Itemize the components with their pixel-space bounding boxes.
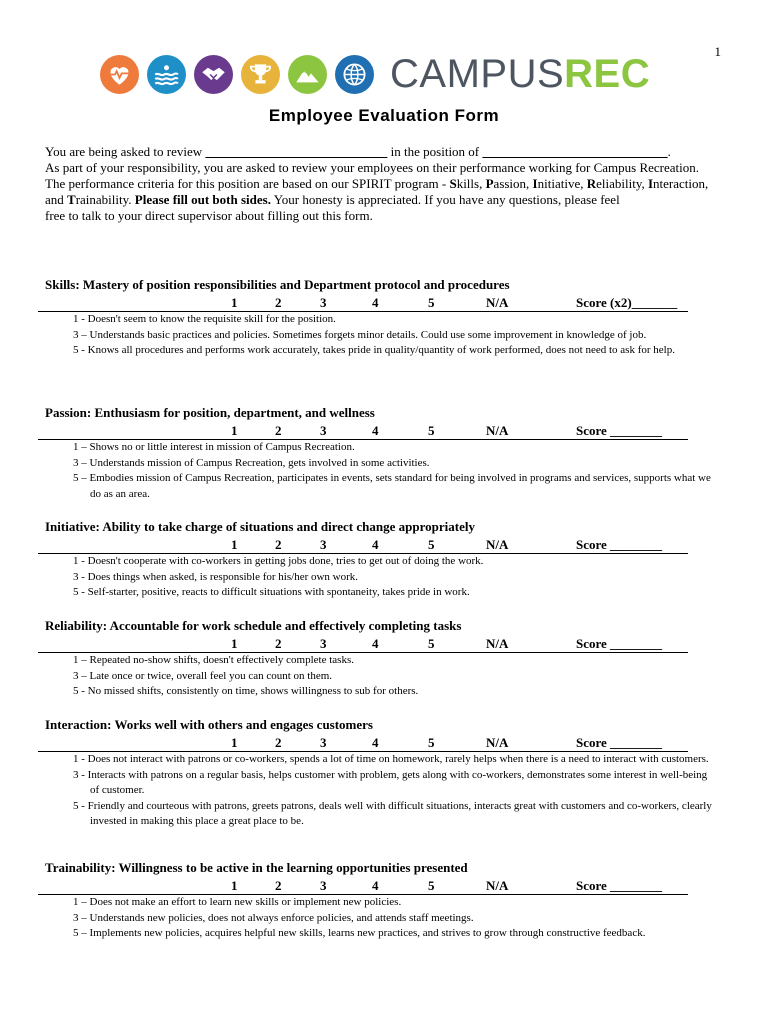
rating-5[interactable]: 5 [428,735,435,750]
criteria-item: 1 – Shows no or little interest in mission of Campus Recreation. [73,441,355,453]
rating-2[interactable]: 2 [275,878,282,893]
rating-scale[interactable] [38,876,688,895]
intro-text: nitiative, [537,176,587,191]
rating-2[interactable]: 2 [275,295,282,310]
section-trainability [45,859,695,942]
spirit-letter: T [67,192,76,207]
campus-rec-wordmark [390,54,650,94]
globe-icon [335,55,374,94]
position-blank[interactable] [482,144,667,159]
criteria-item: 5 - Knows all procedures and performs work accurately, takes pride in quality/quantity of work performed, does not need to ask for help. [73,344,675,356]
rating-3[interactable]: 3 [320,537,327,552]
intro-text: in the position of [387,144,483,159]
criteria-list [73,895,713,942]
rating-na[interactable]: N/A [486,636,509,651]
criteria-item: 5 - Self-starter, positive, reacts to difficult situations with spontaneity, takes pride in work. [73,586,470,598]
criteria-item: 1 - Doesn't cooperate with co-workers in getting jobs done, tries to get out of doing the work. [73,555,484,567]
criteria-item: 5 - Friendly and courteous with patrons, greets patrons, deals well with difficult situations, interacts great with customers and co-workers, clearly invested in making this place a great place to be. [73,799,712,827]
handshake-icon [194,55,233,94]
spirit-letter: P [485,176,494,191]
rating-3[interactable]: 3 [320,735,327,750]
rating-1[interactable]: 1 [231,878,238,893]
section-skills [45,276,695,359]
rating-4[interactable]: 4 [372,423,379,438]
intro-text: nteraction, and [45,176,709,207]
criteria-item: 3 – Late once or twice, overall feel you can count on them. [73,669,333,682]
campus-rec-logo [100,52,670,96]
section-title: Passion: Enthusiasm for position, department, and wellness [45,405,375,420]
score-field[interactable]: Score ________ [576,735,663,750]
criteria-list [73,312,713,359]
rating-na[interactable]: N/A [486,295,509,310]
section-title: Initiative: Ability to take charge of situations and direct change appropriately [45,519,475,534]
rating-2[interactable]: 2 [275,537,282,552]
score-field[interactable]: Score ________ [576,636,663,651]
criteria-list [73,752,713,830]
criteria-item: 1 – Repeated no-show shifts, doesn't effectively complete tasks. [73,654,354,666]
criteria-item: 1 – Does not make an effort to learn new skills or implement new policies. [73,896,402,908]
rating-4[interactable]: 4 [372,295,379,310]
rating-na[interactable]: N/A [486,878,509,893]
rating-4[interactable]: 4 [372,878,379,893]
criteria-item: 3 – Understands mission of Campus Recreation, gets involved in some activities. [73,456,430,469]
criteria-item: 3 – Understands basic practices and policies. Sometimes forgets minor details. Could use some improvement in knowledge of job. [73,328,647,341]
score-field[interactable]: Score (x2)_______ [576,295,678,310]
mountain-icon [288,55,327,94]
section-passion [45,404,711,502]
rating-1[interactable]: 1 [231,295,238,310]
spirit-letter: R [586,176,597,191]
page-number: 1 [714,44,721,59]
rating-5[interactable]: 5 [428,423,435,438]
wordmark-rec: REC [564,52,651,96]
criteria-item: 1 - Doesn't seem to know the requisite skill for the position. [73,313,336,325]
section-interaction [45,716,712,830]
rating-3[interactable]: 3 [320,636,327,651]
score-field[interactable]: Score ________ [576,878,663,893]
rating-2[interactable]: 2 [275,423,282,438]
rating-5[interactable]: 5 [428,636,435,651]
criteria-list [73,653,713,700]
section-title: Skills: Mastery of position responsibilities and Department protocol and procedures [45,277,510,292]
score-field[interactable]: Score ________ [576,423,663,438]
criteria-item: 3 - Does things when asked, is responsible for his/her own work. [73,570,359,583]
score-field[interactable]: Score ________ [576,537,663,552]
criteria-item: 5 – Implements new policies, acquires helpful new skills, learns new practices, and strives to grow through constructive feedback. [73,927,646,939]
rating-na[interactable]: N/A [486,735,509,750]
rating-na[interactable]: N/A [486,537,509,552]
intro-responsibility: As part of your responsibility, you are asked to review your employees on their performance working for Campus Recreation. [45,160,700,175]
section-initiative [45,518,695,601]
criteria-list [73,554,713,601]
rating-scale[interactable] [38,293,688,312]
spirit-letter: I [532,176,538,191]
rating-4[interactable]: 4 [372,537,379,552]
spirit-letter: I [647,176,654,191]
rating-scale[interactable] [38,733,688,752]
rating-1[interactable]: 1 [231,537,238,552]
criteria-item: 3 – Understands new policies, does not always enforce policies, and attends staff meetings. [73,911,474,924]
rating-5[interactable]: 5 [428,295,435,310]
section-reliability [45,617,695,700]
rating-1[interactable]: 1 [231,636,238,651]
rating-1[interactable]: 1 [231,735,238,750]
rating-scale[interactable] [38,634,688,653]
rating-na[interactable]: N/A [486,423,509,438]
intro-criteria [45,176,720,208]
employee-name-blank[interactable] [205,144,387,159]
wordmark-campus: CAMPUS [390,52,565,96]
criteria-item: 3 - Interacts with patrons on a regular basis, helps customer with problem, gets along with co-workers, demonstrates some interest in well-being of customer. [73,768,708,796]
spirit-letter: S [449,176,457,191]
rating-4[interactable]: 4 [372,636,379,651]
rating-scale[interactable] [38,421,688,440]
intro-text: kills, [456,176,486,191]
intro-text: You are being asked to review [45,144,206,159]
intro-text: assion, [493,176,533,191]
section-title: Trainability: Willingness to be active in the learning opportunities presented [45,860,468,875]
rating-5[interactable]: 5 [428,537,435,552]
form-title: Employee Evaluation Form [268,106,500,125]
intro-paragraph [45,144,720,224]
rating-3[interactable]: 3 [320,423,327,438]
trophy-icon [241,55,280,94]
fill-both-sides-note: Please fill out both sides. [134,192,271,207]
rating-4[interactable]: 4 [372,735,379,750]
intro-text: eliability, [596,176,648,191]
rating-2[interactable]: 2 [275,735,282,750]
intro-text: Your honesty is appreciated. If you have any questions, please feel [270,192,620,207]
water-waves-icon [147,55,186,94]
criteria-item: 1 - Does not interact with patrons or co-workers, spends a lot of time on homework, rarely helps when there is a need to interact with customers. [73,753,709,765]
rating-scale[interactable] [38,535,688,554]
rating-3[interactable]: 3 [320,295,327,310]
rating-1[interactable]: 1 [231,423,238,438]
rating-2[interactable]: 2 [275,636,282,651]
section-title: Reliability: Accountable for work schedule and effectively completing tasks [45,618,462,633]
intro-supervisor: free to talk to your direct supervisor about filling out this form. [45,208,373,223]
section-title: Interaction: Works well with others and engages customers [45,717,373,732]
intro-text: . [667,144,671,159]
rating-3[interactable]: 3 [320,878,327,893]
heart-pulse-icon [100,55,139,94]
criteria-list [73,440,713,502]
criteria-item: 5 - No missed shifts, consistently on time, shows willingness to sub for others. [73,685,419,697]
criteria-item: 5 – Embodies mission of Campus Recreation, participates in events, sets standard for being involved in programs and services, supports what we do as an area. [73,472,711,500]
intro-text: The performance criteria for this position are based on our SPIRIT program - [45,176,450,191]
rating-5[interactable]: 5 [428,878,435,893]
intro-text: rainability. [75,192,135,207]
